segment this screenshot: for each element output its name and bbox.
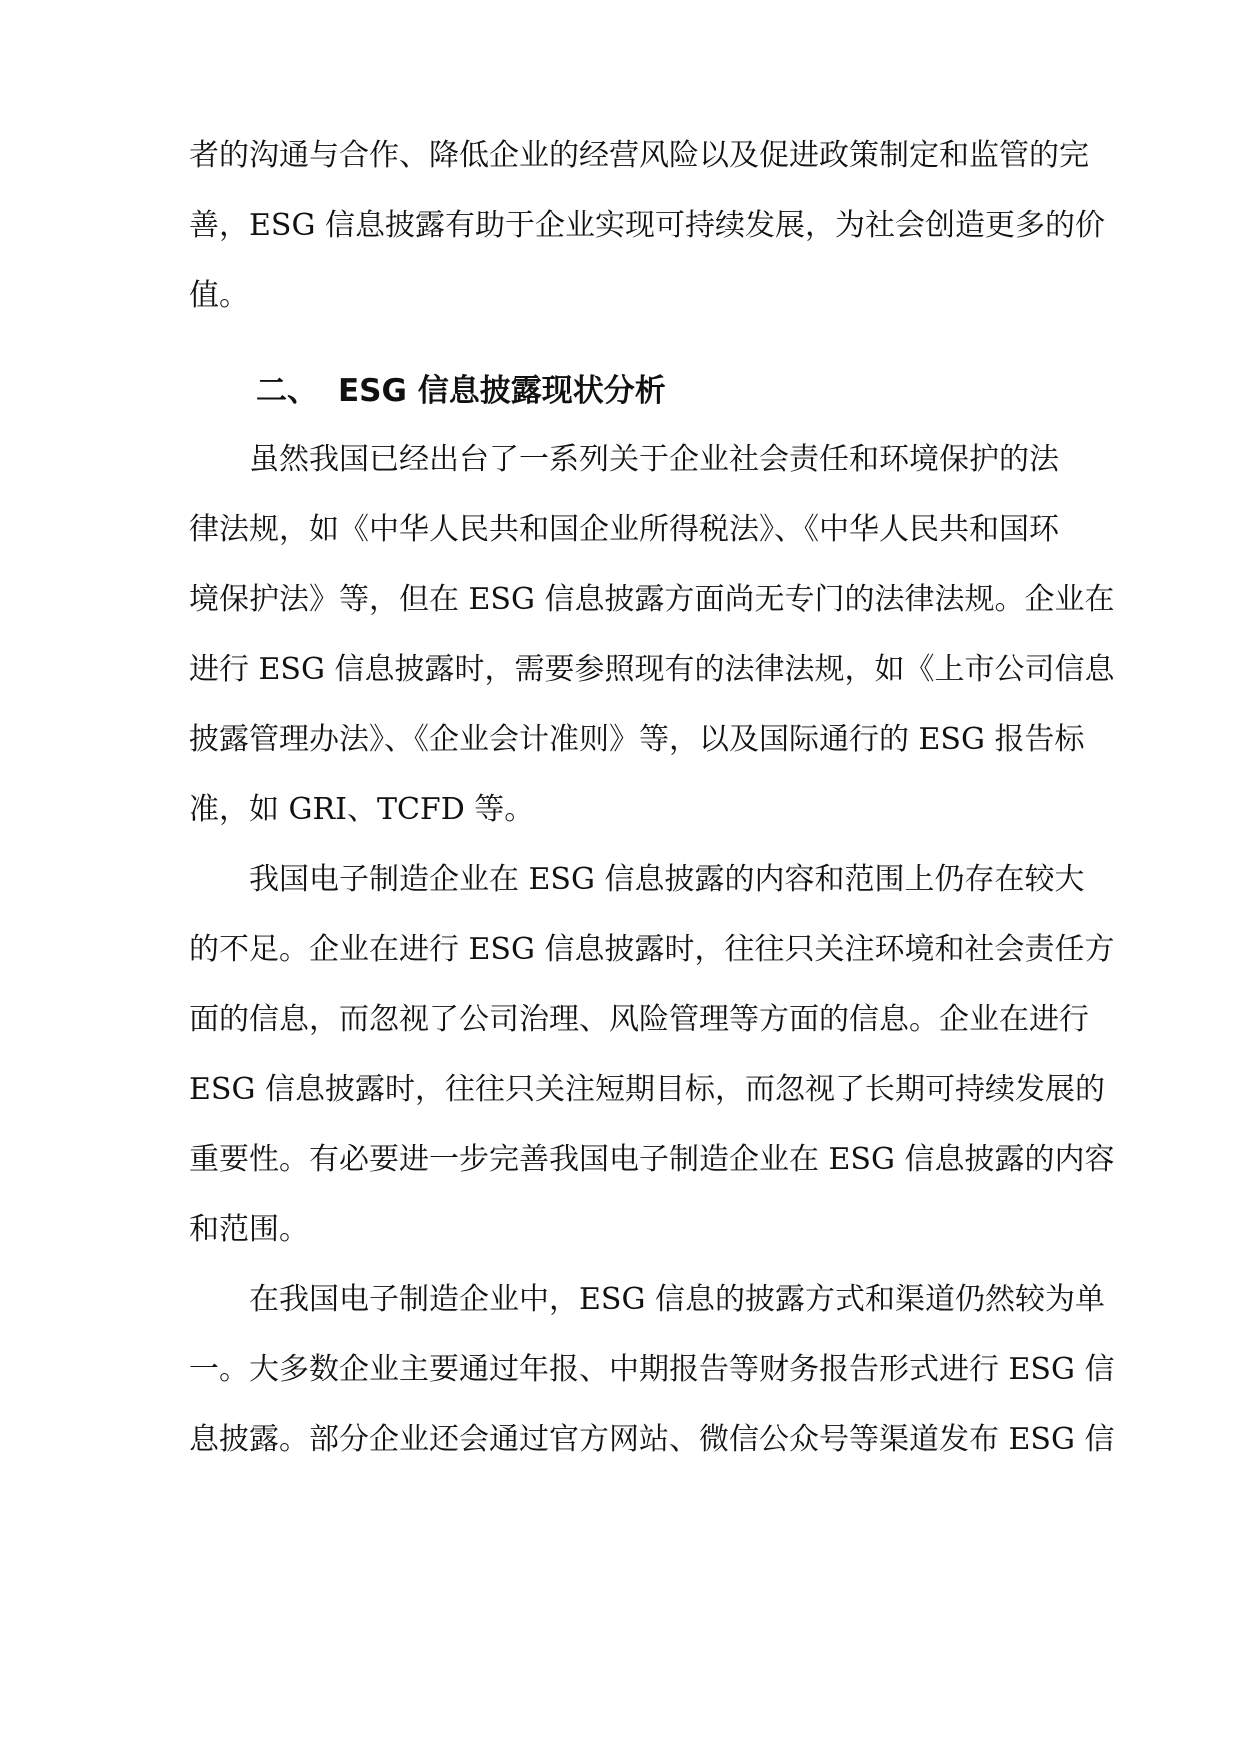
text-line: 在我国电子制造企业中，ESG 信息的披露方式和渠道仍然较为单 (249, 1282, 1105, 1317)
text-line: 息披露。部分企业还会通过官方网站、微信公众号等渠道发布 ESG 信 (189, 1422, 1115, 1457)
text-line: 准，如 GRI、TCFD 等。 (189, 792, 535, 827)
text-line: 善，ESG 信息披露有助于企业实现可持续发展，为社会创造更多的价 (189, 208, 1105, 243)
section-title: ESG 信息披露现状分析 (338, 373, 666, 409)
paragraph-legal-framework (189, 442, 1115, 828)
text-line: 我国电子制造企业在 ESG 信息披露的内容和范围上仍存在较大 (249, 862, 1085, 897)
text-line: 进行 ESG 信息披露时，需要参照现有的法律法规，如《上市公司信息 (189, 652, 1115, 687)
text-line: 境保护法》等，但在 ESG 信息披露方面尚无专门的法律法规。企业在 (189, 582, 1115, 617)
text-line: 律法规，如《中华人民共和国企业所得税法》、《中华人民共和国环 (189, 512, 1059, 547)
document-page (189, 138, 1115, 1492)
text-line: 重要性。有必要进一步完善我国电子制造企业在 ESG 信息披露的内容 (189, 1142, 1115, 1177)
text-line: 虽然我国已经出台了一系列关于企业社会责任和环境保护的法 (249, 442, 1059, 477)
paragraph-intro-continuation (189, 138, 1105, 314)
text-line: 和范围。 (189, 1212, 309, 1247)
text-line: 面的信息，而忽视了公司治理、风险管理等方面的信息。企业在进行 (189, 1002, 1089, 1037)
text-line: 披露管理办法》、《企业会计准则》等，以及国际通行的 ESG 报告标 (189, 722, 1085, 757)
section-number: 二、 (256, 373, 318, 409)
text-line: 的不足。企业在进行 ESG 信息披露时，往往只关注环境和社会责任方 (189, 932, 1115, 967)
text-line: 一。大多数企业主要通过年报、中期报告等财务报告形式进行 ESG 信 (189, 1352, 1115, 1387)
text-line: 值。 (189, 278, 249, 313)
paragraph-content-scope (189, 862, 1115, 1248)
text-line: ESG 信息披露时，往往只关注短期目标，而忽视了长期可持续发展的 (189, 1072, 1105, 1107)
text-line: 者的沟通与合作、降低企业的经营风险以及促进政策制定和监管的完 (189, 138, 1089, 173)
section-heading (189, 372, 1051, 410)
paragraph-disclosure-channels (189, 1282, 1115, 1458)
